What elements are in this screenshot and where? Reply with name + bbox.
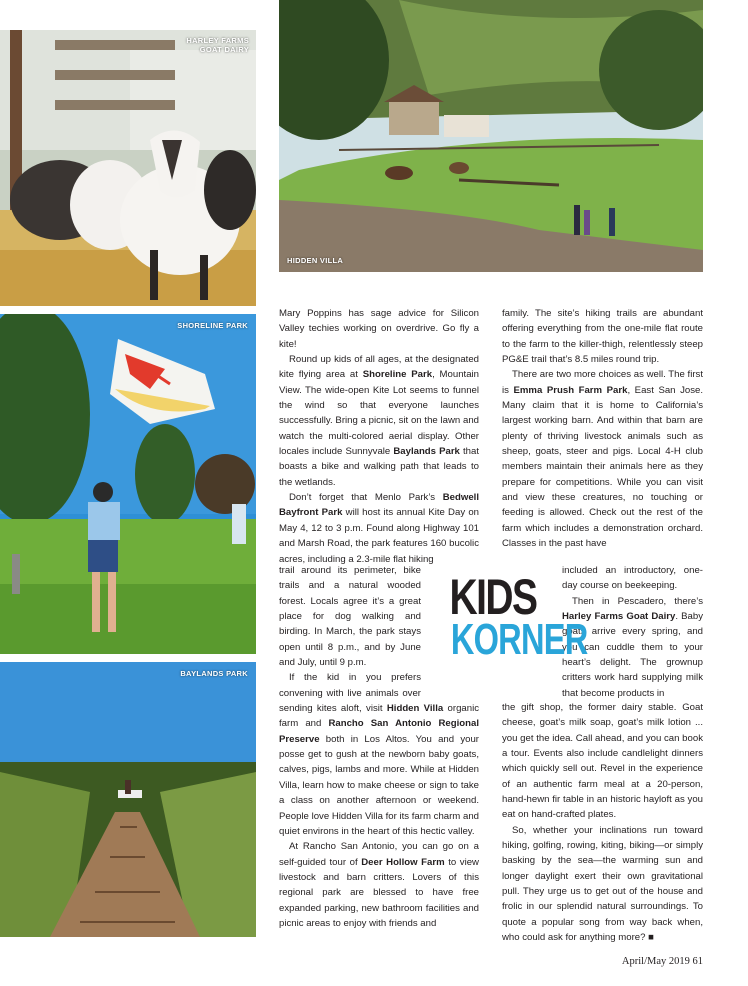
text-run: At Rancho San Antonio, you can go on a self-guided tour of bbox=[279, 841, 479, 868]
text-run: Don’t forget that Menlo Park’s bbox=[289, 492, 443, 504]
hidden-villa-photo bbox=[279, 0, 703, 272]
article-column-2-continued bbox=[502, 700, 703, 946]
text-run: If the kid in you prefers convening with live animals over sending kites aloft, visit bbox=[279, 672, 421, 715]
paragraph bbox=[279, 490, 479, 567]
text-run: Round up kids of all ages, at the designated kite flying area at bbox=[279, 354, 479, 381]
place-name: Bedwell Bayfront Park bbox=[279, 492, 479, 519]
paragraph bbox=[502, 823, 703, 946]
place-name: Shoreline Park bbox=[362, 369, 433, 381]
paragraph bbox=[279, 352, 479, 490]
place-name: Harley Farms Goat Dairy bbox=[562, 611, 676, 623]
place-name: Rancho San Antonio Regional Preserve bbox=[279, 718, 479, 745]
paragraph bbox=[562, 563, 703, 594]
article-column-2 bbox=[502, 306, 703, 552]
caption-line: HARLEY FARMS bbox=[186, 36, 249, 45]
baylands-park-photo bbox=[0, 662, 256, 937]
photo-caption bbox=[287, 256, 343, 265]
article-column-1 bbox=[279, 306, 479, 567]
caption-line: GOAT DAIRY bbox=[199, 45, 249, 54]
text-run: So, whether your inclinations run toward hiking, golfing, rowing, kiting, biking—or simply basking by the sea—the warming sun and longer daylight exert their own gravitational pull. They urge us to get out of the house and frolic in our splendid natural surroundings. To quote a popular song from way back when, who could ask for anything more? ■ bbox=[502, 824, 703, 944]
caption-line: HIDDEN VILLA bbox=[287, 256, 344, 265]
paragraph bbox=[502, 306, 703, 367]
paragraph bbox=[279, 306, 479, 352]
text-run: trail around its perimeter, bike trails and a natural wooded forest. Locals agree it’s a great place for dog walking and birding. In March, the park stays open until 8 p.m., and by June and July, until 9 p.m. bbox=[279, 565, 421, 669]
photo-caption bbox=[180, 669, 248, 678]
page-folio: April/May 2019 61 bbox=[621, 956, 703, 967]
text-run: There are two more choices as well. The first is bbox=[502, 369, 703, 396]
shoreline-park-photo bbox=[0, 314, 256, 654]
title-line-kids: KIDS bbox=[449, 569, 537, 625]
goat-photo bbox=[0, 30, 256, 306]
text-run: . Baby goats arrive every spring, and you can cuddle them to your heart’s delight. The grownup critters work hard supplying milk that become products in bbox=[562, 611, 703, 699]
place-name: Hidden Villa bbox=[386, 703, 444, 715]
caption-line: SHORELINE PARK bbox=[177, 321, 248, 330]
text-run: to view livestock and barn critters. Lovers of this regional park are blessed to have free expanded parking, new bathroom facilities and picnic areas to enjoy with friends and bbox=[279, 856, 479, 929]
text-run: family. The site’s hiking trails are abundant offering everything from the one-mile flat route to the farm to the killer-thigh, relentlessly steep PG&E trail that’s 8.5 miles round trip. bbox=[502, 308, 703, 366]
caption-line: BAYLANDS PARK bbox=[180, 669, 248, 678]
text-run: included an introductory, one-day course on beekeeping. bbox=[562, 565, 703, 592]
text-run: organic farm and bbox=[279, 703, 479, 730]
photo-caption bbox=[177, 321, 248, 330]
paragraph bbox=[279, 839, 479, 931]
paragraph bbox=[502, 367, 703, 551]
text-run: the gift shop, the former dairy stable. Goat cheese, goat’s milk soap, goat’s milk lotion ... you get the idea. Call ahead, and you can book a tour. Events also include candlelight dinners which quickly sell out. Revel in the experience of an authentic farm meal at a 20-person, hand-hewn fir table in an historic hayloft as you eat on hand-crafted plates. bbox=[502, 702, 703, 821]
text-run: Mary Poppins has sage advice for Silicon Valley techies working on overdrive. Go fly a kite! bbox=[279, 308, 479, 350]
paragraph bbox=[502, 700, 703, 823]
place-name: Baylands Park bbox=[393, 446, 460, 458]
title-line-korner: KORNER bbox=[450, 615, 588, 664]
text-run: both in Los Altos. You and your posse get to gush at the newborn baby goats, calves, pigs, lambs and more. While at Hidden Villa, learn how to make cheese or sign to take a class on another afternoon or weekend. People love Hidden Villa for its farm charm and quiet environs in the heart of this hectic valley. bbox=[279, 733, 479, 837]
article-title bbox=[436, 569, 588, 664]
photo-caption bbox=[186, 36, 249, 54]
text-run: will host its annual Kite Day on May 4, 12 to 3 p.m. Found along Highway 101 and Marsh Road, the park features 160 bucolic acres, including a 2.3-mile flat hiking bbox=[279, 507, 479, 565]
text-run: , Mountain View. The wide-open Kite Lot seems to funnel the wind so that everyone launches successfully. Bring a picnic, sit on the lawn and watch the multi-colored aerial display. Other locales include Sunnyvale bbox=[279, 369, 479, 458]
place-name: Deer Hollow Farm bbox=[361, 856, 445, 868]
text-run: , East San Jose. Many claim that it is home to California’s largest working barn. And within that barn are plenty of thriving livestock animals such as sheep, goats, steer and pigs. Local 4-H club members maintain their animals here as they prepare for competitions. While you can visit and view these creatures, no touching or feeding is allowed. Check out the rest of the farm which includes a demonstration orchard. Classes in the past have bbox=[502, 384, 704, 550]
place-name: Emma Prush Farm Park bbox=[513, 384, 628, 396]
text-run: that boasts a bike and walking path that leads to the wetlands. bbox=[279, 446, 479, 488]
text-run: Then in Pescadero, there’s bbox=[572, 595, 703, 607]
